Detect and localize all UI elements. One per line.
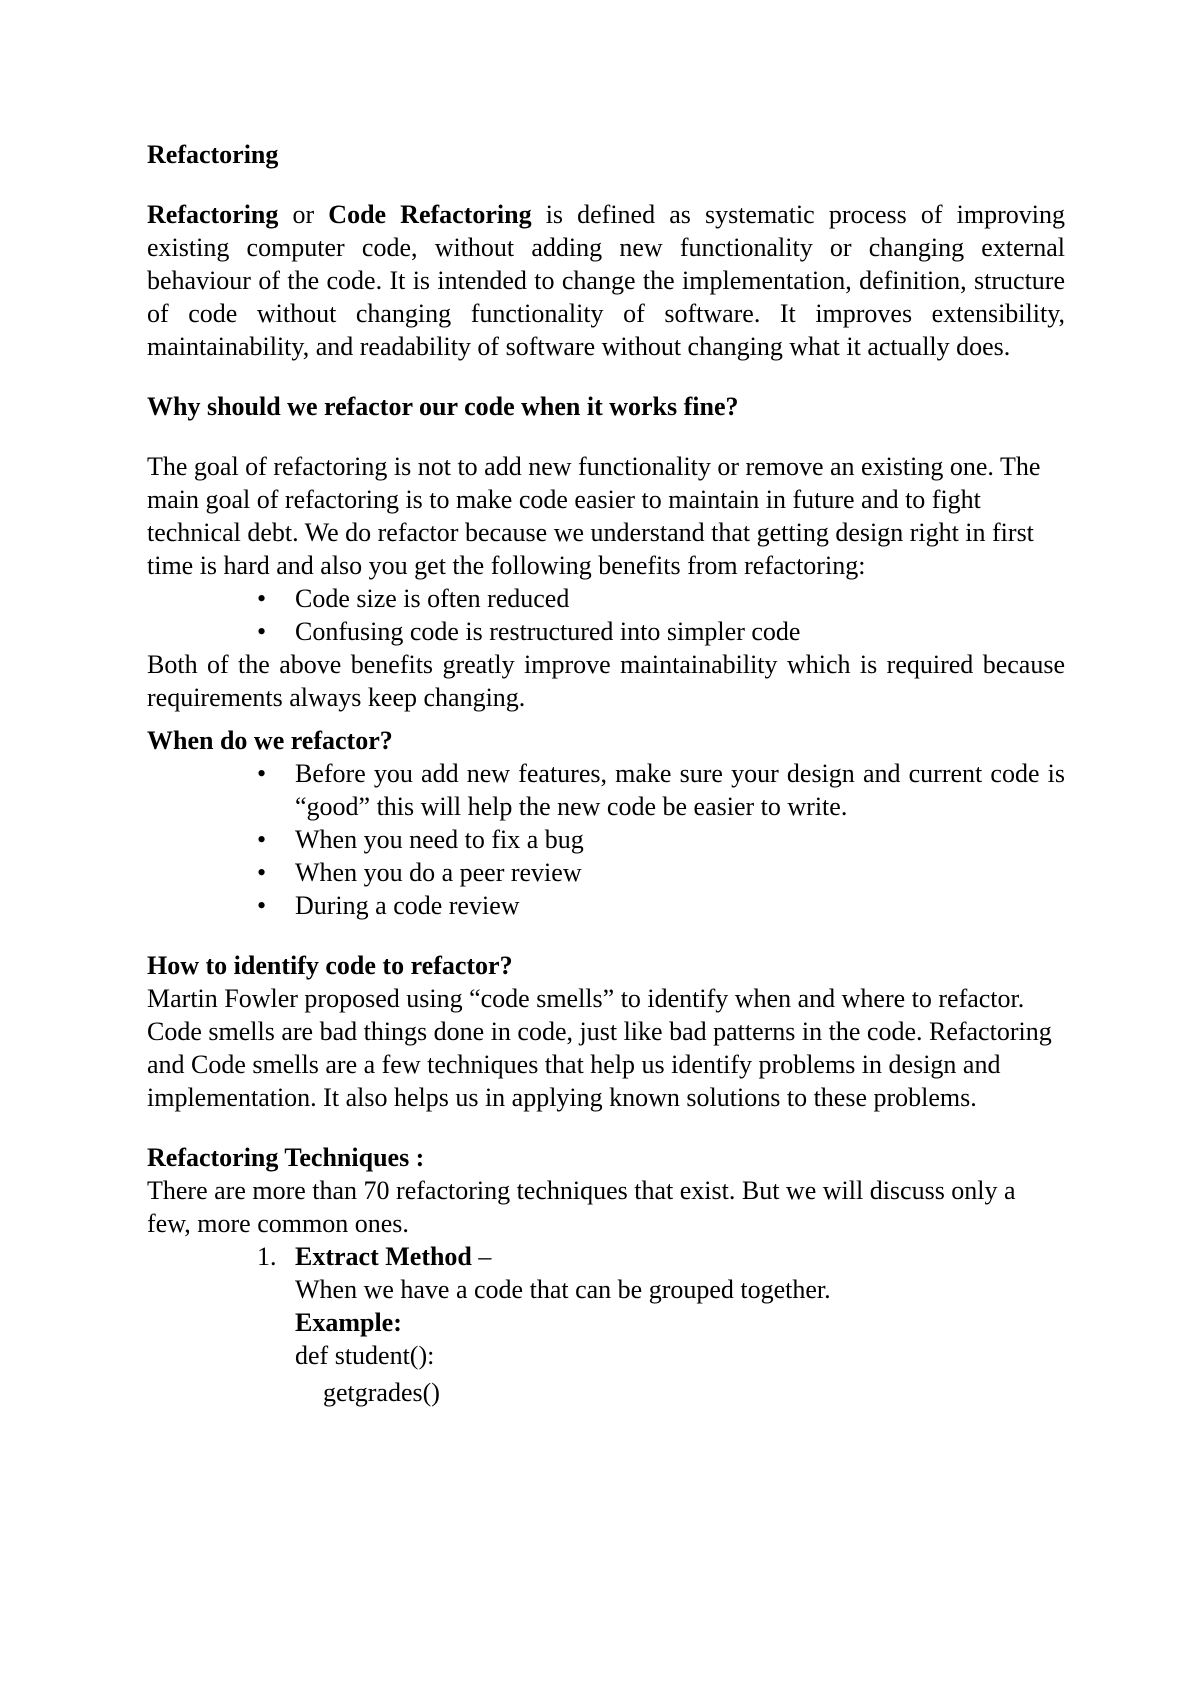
list-item-text: When you do a peer review — [295, 858, 582, 887]
techniques-paragraph: There are more than 70 refactoring techniques that exist. But we will discuss only a few, more common ones. — [147, 1176, 1016, 1238]
intro-or: or — [292, 200, 315, 229]
why-heading: Why should we refactor our code when it works fine? — [147, 392, 739, 421]
list-item-text: Confusing code is restructured into simpler code — [295, 617, 801, 646]
bullet-icon: • — [257, 825, 267, 854]
list-item — [257, 615, 1065, 648]
identify-heading: How to identify code to refactor? — [147, 951, 513, 980]
list-item — [257, 582, 1065, 615]
list-item-text: When you need to fix a bug — [295, 825, 584, 854]
code-line: getgrades() — [323, 1378, 440, 1407]
list-item-text: Code size is often reduced — [295, 584, 570, 613]
technique-number: 1. — [257, 1242, 277, 1271]
list-item — [257, 823, 1065, 856]
list-item-text: Before you add new features, make sure your design and current code is “good” this will help the new code be easier to write. — [295, 759, 1065, 821]
technique-name: Extract Method — [295, 1242, 472, 1271]
why-bullet-list — [147, 582, 1065, 648]
techniques-list — [147, 1240, 1065, 1409]
intro-text: is defined as systematic process of improving existing computer code, without adding new functionality or changing external behaviour of the code. It is intended to change the implementation, definition, structure of code without changing functionality of software. It improves extensibility, maintainability, and readability of software without changing what it actually does. — [147, 200, 1065, 361]
bullet-icon: • — [257, 891, 267, 920]
bullet-icon: • — [257, 617, 267, 646]
technique-dash: – — [478, 1242, 492, 1271]
intro-term-refactoring: Refactoring — [147, 200, 279, 229]
technique-description: When we have a code that can be grouped together. — [295, 1275, 831, 1304]
bullet-icon: • — [257, 759, 267, 788]
intro-paragraph — [147, 198, 1065, 363]
list-item-text: During a code review — [295, 891, 520, 920]
list-item — [257, 757, 1065, 823]
page-title: Refactoring — [147, 140, 279, 169]
identify-paragraph: Martin Fowler proposed using “code smells” to identify when and where to refactor. Code smells are bad things done in code, just like bad patterns in the code. Refactoring and Code smells are a few techniques that help us identify problems in design and implementation. It also helps us in applying known solutions to these problems. — [147, 984, 1052, 1112]
bullet-icon: • — [257, 858, 267, 887]
technique-item — [257, 1240, 1065, 1409]
bullet-icon: • — [257, 584, 267, 613]
document-body — [147, 138, 1065, 1409]
intro-term-code-refactoring: Code Refactoring — [328, 200, 532, 229]
example-label: Example: — [295, 1308, 402, 1337]
list-item — [257, 856, 1065, 889]
when-heading: When do we refactor? — [147, 726, 393, 755]
why-paragraph: The goal of refactoring is not to add new functionality or remove an existing one. The main goal of refactoring is to make code easier to maintain in future and to fight technical debt. We do refactor because we understand that getting design right in first time is hard and also you get the following benefits from refactoring: — [147, 452, 1041, 580]
when-bullet-list — [147, 757, 1065, 922]
list-item — [257, 889, 1065, 922]
techniques-heading: Refactoring Techniques : — [147, 1143, 425, 1172]
why-closing: Both of the above benefits greatly improve maintainability which is required because requirements always keep changing. — [147, 650, 1065, 712]
technique-title-line — [295, 1240, 1065, 1273]
code-line: def student(): — [295, 1341, 435, 1370]
